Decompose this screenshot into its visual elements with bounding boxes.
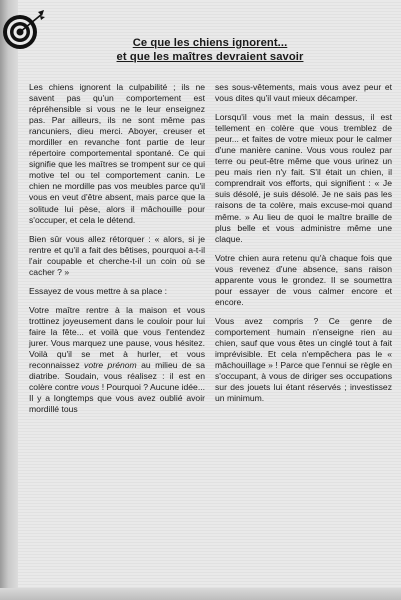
article-title bbox=[60, 36, 360, 64]
paragraph-text: Votre maître rentre à la maison et vous trottinez joyeusement dans le couloir pour lui faire la fête... et voilà que vous l'entendez jurer. Vous marquez une pause, vous hésitez. Voilà qu'il se met à hurler, et vous reconnaissez bbox=[29, 304, 205, 371]
paragraph: Les chiens ignorent la culpabilité ; ils ne savent pas qu'un comportement est répréhensible si vous ne le leur enseignez pas. Par ailleurs, ils ne sont même pas rancuniers, dieu merci. Aboyer, creuser et mordiller en revanche font partie de leur répertoire comportemental spontané. Ce qui signifie que les maîtres se trompent sur ce qui motive tel ou tel comportement canin. Le chien ne mordille pas vos meubles parce qu'il vous en veut d'être absent, mais parce que la solitude lui pèse, alors il mâchouille pour s'occuper, et cela le détend. bbox=[29, 82, 205, 225]
paragraph: Lorsqu'il vous met la main dessus, il est tellement en colère que vous tremblez de peur... et faites de votre mieux pour le calmer d'une manière canine. Vous vous roulez par terre ou peut-être même que vous urinez un peu mais rien n'y fait. S'il était un chien, il comprendrait vos efforts, qui signifient : « Je suis désolé, je suis désolé. Je ne sais pas les raisons de ta colère, mais excuse-moi quand même. » Au lieu de quoi le maître braille de plus belle et vous administre même une claque. bbox=[215, 112, 392, 244]
book-spine-shadow bbox=[0, 0, 18, 600]
paragraph: Votre chien aura retenu qu'à chaque fois que vous revenez d'une absence, sans raison apparente vous le grondez. Il se soumettra pour essayer de vous calmer encore et encore. bbox=[215, 252, 392, 307]
paragraph-text: ! Pourquoi ? Aucune idée... Il y a longtemps que vous avez oublié avoir mordillé tous bbox=[29, 382, 205, 415]
paragraph-text: au milieu de sa diatribe. Soudain, vous réalisez : il est en colère contre bbox=[29, 360, 205, 393]
page-bottom-edge bbox=[0, 588, 401, 600]
paragraph: ses sous-vêtements, mais vous avez peur et vous dites qu'il vaut mieux décamper. bbox=[215, 82, 392, 104]
emphasis-text: vous bbox=[81, 382, 100, 393]
emphasis-text: votre prénom bbox=[84, 360, 137, 371]
paragraph: Bien sûr vous allez rétorquer : « alors, si je rentre et qu'il a fait des bêtises, pourquoi a-t-il l'air coupable et cherche-t-il un coin où se cacher ? » bbox=[29, 233, 205, 277]
left-column bbox=[29, 82, 205, 423]
paragraph: Essayez de vous mettre à sa place : bbox=[29, 285, 168, 296]
paragraph bbox=[29, 305, 205, 415]
target-icon bbox=[2, 8, 46, 52]
title-line-2: et que les maîtres devraient savoir bbox=[116, 51, 304, 63]
title-line-1: Ce que les chiens ignorent... bbox=[132, 37, 288, 49]
paragraph: Vous avez compris ? Ce genre de comportement humain n'enseigne rien au chien, sauf que vous êtes un cinglé tout à fait imprévisible. Et cela n'empêchera pas le « mâchouillage » ! Parce que l'ennui se règle en s'occupant, à vous de diriger ses occupations sur des jouets lui étant réservés ; investissez un minimum. bbox=[215, 315, 392, 404]
right-column bbox=[215, 82, 392, 412]
